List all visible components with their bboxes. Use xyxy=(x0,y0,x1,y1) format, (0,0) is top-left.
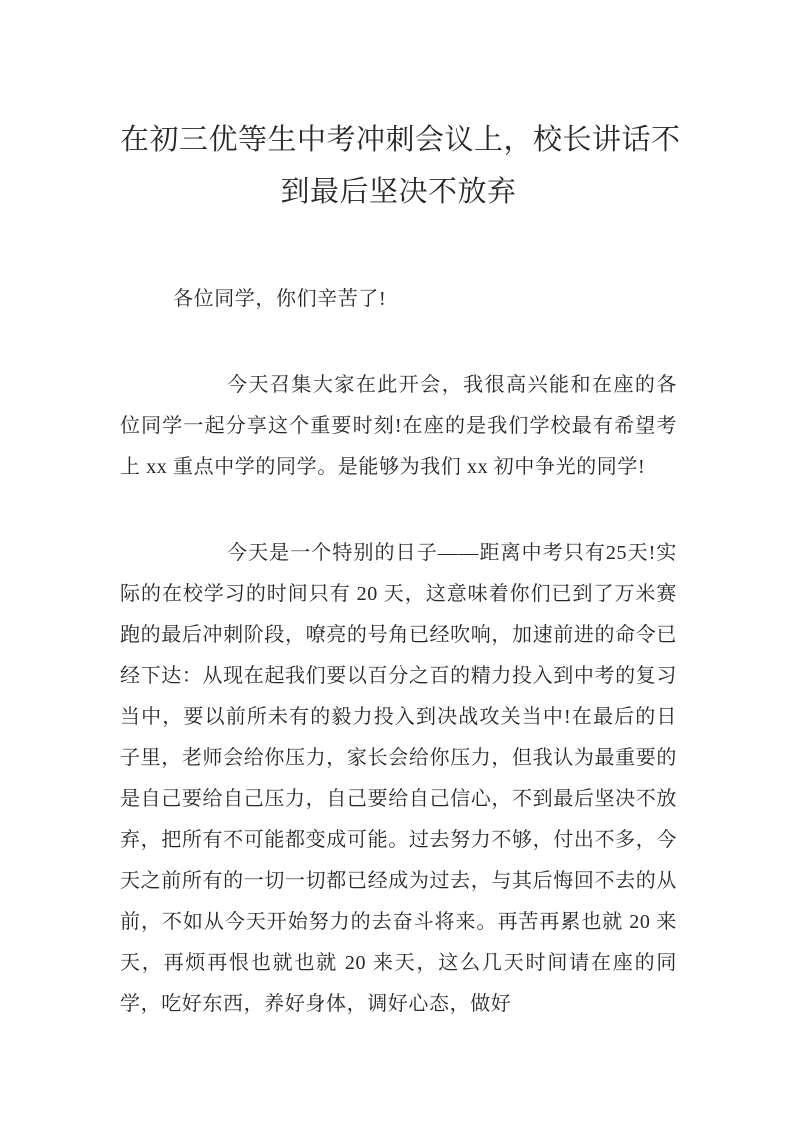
document-title xyxy=(120,114,681,218)
document-title-line-1: 在初三优等生中考冲刺会议上，校长讲话不 xyxy=(120,124,681,156)
paragraph-greeting: 各位同学，你们辛苦了! xyxy=(173,288,387,310)
paragraph-opening: 今天召集大家在此开会，我很高兴能和在座的各位同学一起分享这个重要时刻!在座的是我们学校最有希望考上 xx 重点中学的同学。是能够为我们 xx 初中争光的同学! xyxy=(120,374,677,478)
paragraph-body: 今天是一个特别的日子——距离中考只有25天!实际的在校学习的时间只有 20 天，这意味着你们已到了万米赛跑的最后冲刺阶段，嘹亮的号角已经吹响，加速前进的命令已经下达：从现在起我们要以百分之百的精力投入到中考的复习当中，要以前所未有的毅力投入到决战攻关当中!在最后的日子里，老师会给你压力，家长会给你压力，但我认为最重要的是自己要给自己压力，自己要给自己信心，不到最后坚决不放弃，把所有不可能都变成可能。过去努力不够，付出不多，今天之前所有的一切一切都已经成为过去，与其后悔回不去的从前，不如从今天开始努力的去奋斗将来。再苦再累也就 20 来天，再烦再恨也就也就 20 来天，这么几天时间请在座的同学，吃好东西，养好身体，调好心态，做好 xyxy=(120,542,677,1015)
document-title-line-2: 到最后坚决不放弃 xyxy=(280,176,517,208)
